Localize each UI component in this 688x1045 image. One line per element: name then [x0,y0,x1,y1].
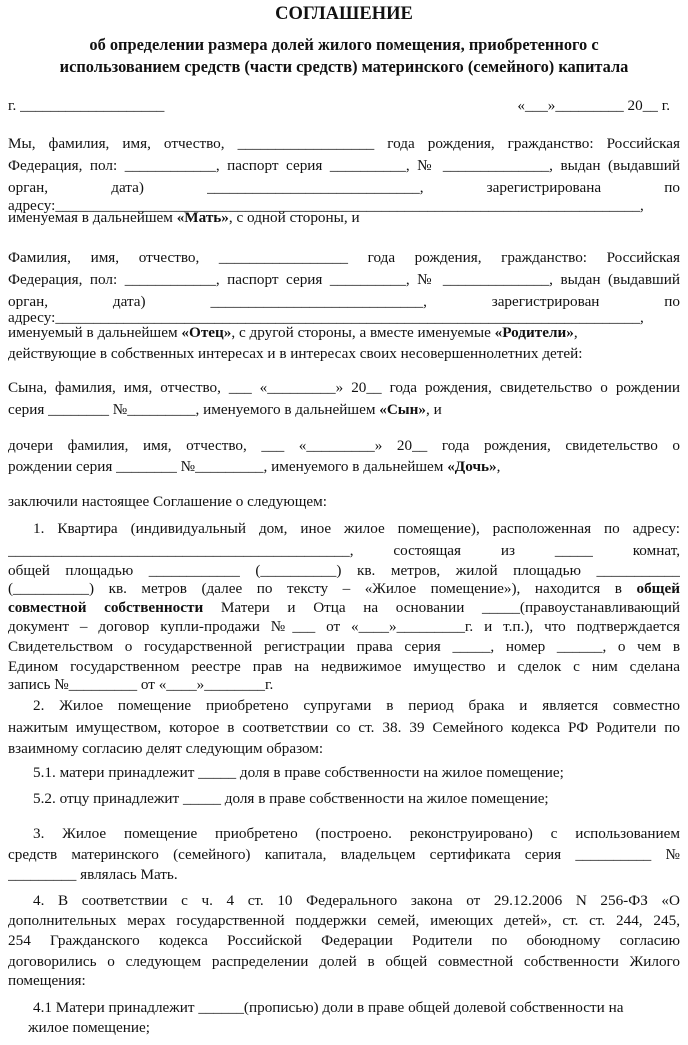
son-designation: «Сын» [379,401,427,418]
joint-ownership-term-part-2: совместной собственности [8,599,204,616]
father-designation-prefix: именуемый в дальнейшем [8,324,182,341]
clause-2-line-2: нажитым имуществом, которое в соответствии со ст. 38. 39 Семейного кодекса РФ Родители по [8,719,680,736]
mother-line-2: Федерация, пол: ____________, паспорт серия __________, № ______________, выдан (выдавший [8,157,680,174]
document-title: СОГЛАШЕНИЕ [275,4,413,24]
concluded-line: заключили настоящее Соглашение о следующем: [8,493,327,510]
document-subtitle-line-1: об определении размера долей жилого помещения, приобретенного с [89,35,599,54]
clause-1-line-7: Свидетельством о государственной регистрации права серия _____, номер ______, о чем в [8,638,680,655]
son-designation-prefix: серия ________ №_________, именуемого в дальнейшем [8,401,380,418]
clause-2-line-3: взаимному согласию делят следующим образом: [8,740,324,757]
father-line-1: Фамилия, имя, отчество, _________________ года рождения, гражданство: Российская [8,249,680,266]
document-subtitle-line-2: использованием средств (части средств) материнского (семейного) капитала [59,57,629,76]
clause-1-line-4-text: (__________) кв. метров (далее по тексту – «Жилое помещение»), находится в [8,580,637,597]
father-line-2: Федерация, пол: ____________, паспорт серия __________, № ______________, выдан (выдавший [8,271,680,288]
mother-line-4: адресу:_____________________________________________________________________________, [8,197,644,214]
mother-designation-prefix: именуемая в дальнейшем [8,209,177,226]
clause-4-1-line-1: 4.1 Матери принадлежит ______(прописью) доли в праве общей долевой собственности на [33,999,624,1016]
daughter-line-1: дочери фамилия, имя, отчество, ___ «_________» 20__ года рождения, свидетельство о [8,437,680,454]
clause-1-line-8: Едином государственном реестре прав на недвижимое имущество и сделок с ним сделана [8,658,680,675]
mother-line-5 [8,206,680,230]
date-field: «___»_________ 20__ г. [517,97,670,114]
clause-5-1: 5.1. матери принадлежит _____ доля в праве собственности на жилое помещение; [33,764,564,781]
father-designation: «Отец» [181,324,232,341]
son-designation-suffix: , и [426,401,442,418]
joint-ownership-term-part-1: общей [636,580,680,597]
clause-4-line-2: дополнительных мерах государственной поддержки семей, имеющих детей», ст. ст. 244, 245, [8,912,680,929]
father-line-4: адресу:_____________________________________________________________________________, [8,309,644,326]
parents-designation-suffix: , [573,324,578,341]
father-line-3: орган, дата) ____________________________, зарегистрирован по [8,293,680,310]
clause-4-line-1: 4. В соответствии с ч. 4 ст. 10 Федерального закона от 29.12.2006 N 256-ФЗ «О [33,892,680,909]
father-line-6: действующие в собственных интересах и в интересах своих несовершеннолетних детей: [8,345,583,362]
clause-1-line-5-text: Матери и Отца на основании _____(правоустанавливающий [203,599,680,616]
mother-designation: «Мать» [176,209,229,226]
mother-line-3: орган, дата) ____________________________, зарегистрирована по [8,179,680,196]
clause-1-line-6: документ – договор купли-продажи №___ от «____»_________г. и т.п.), что подтверждается [8,618,680,635]
daughter-line-2 [8,455,680,479]
clause-1-line-9: запись №_________ от «____»________г. [8,676,274,693]
clause-3-line-1: 3. Жилое помещение приобретено (построено. реконструировано) с использованием [33,825,680,842]
clause-3-line-3: _________ являлась Мать. [8,866,178,883]
clause-5-2: 5.2. отцу принадлежит _____ доля в праве собственности на жилое помещение; [33,790,549,807]
parents-designation: «Родители» [494,324,574,341]
city-field: г. ___________________ [8,97,165,114]
daughter-designation-prefix: рождении серия ________ №_________, именуемого в дальнейшем [8,458,448,475]
clause-2-line-1: 2. Жилое помещение приобретено супругами в период брака и является совместно [33,697,680,714]
daughter-designation: «Дочь» [447,458,497,475]
clause-4-line-4: договорились о следующем распределении долей в общей совместной собственности Жилого [8,953,680,970]
clause-1-line-3: общей площадью ____________ (__________) кв. метров, жилой площадью ___________ [8,562,680,579]
mother-designation-suffix: , с одной стороны, и [228,209,360,226]
clause-1-line-2: _____________________________________________, состоящая из _____ комнат, [8,542,680,559]
clause-3-line-2: средств материнского (семейного) капитала, владельцем сертификата серия __________ № [8,846,680,863]
son-line-2 [8,398,680,422]
clause-4-line-3: 254 Гражданского кодекса Российской Федерации Родители по обоюдному согласию [8,932,680,949]
clause-4-line-5: помещения: [8,972,86,989]
daughter-designation-suffix: , [496,458,501,475]
parents-designation-prefix: , с другой стороны, а вместе именуемые [231,324,495,341]
clause-4-1-line-2: жилое помещение; [28,1019,150,1036]
clause-1-line-1: 1. Квартира (индивидуальный дом, иное жилое помещение), расположенная по адресу: [33,520,680,537]
son-line-1: Сына, фамилия, имя, отчество, ___ «_________» 20__ года рождения, свидетельство о рождении [8,379,680,396]
mother-line-1: Мы, фамилия, имя, отчество, __________________ года рождения, гражданство: Российская [8,135,680,152]
